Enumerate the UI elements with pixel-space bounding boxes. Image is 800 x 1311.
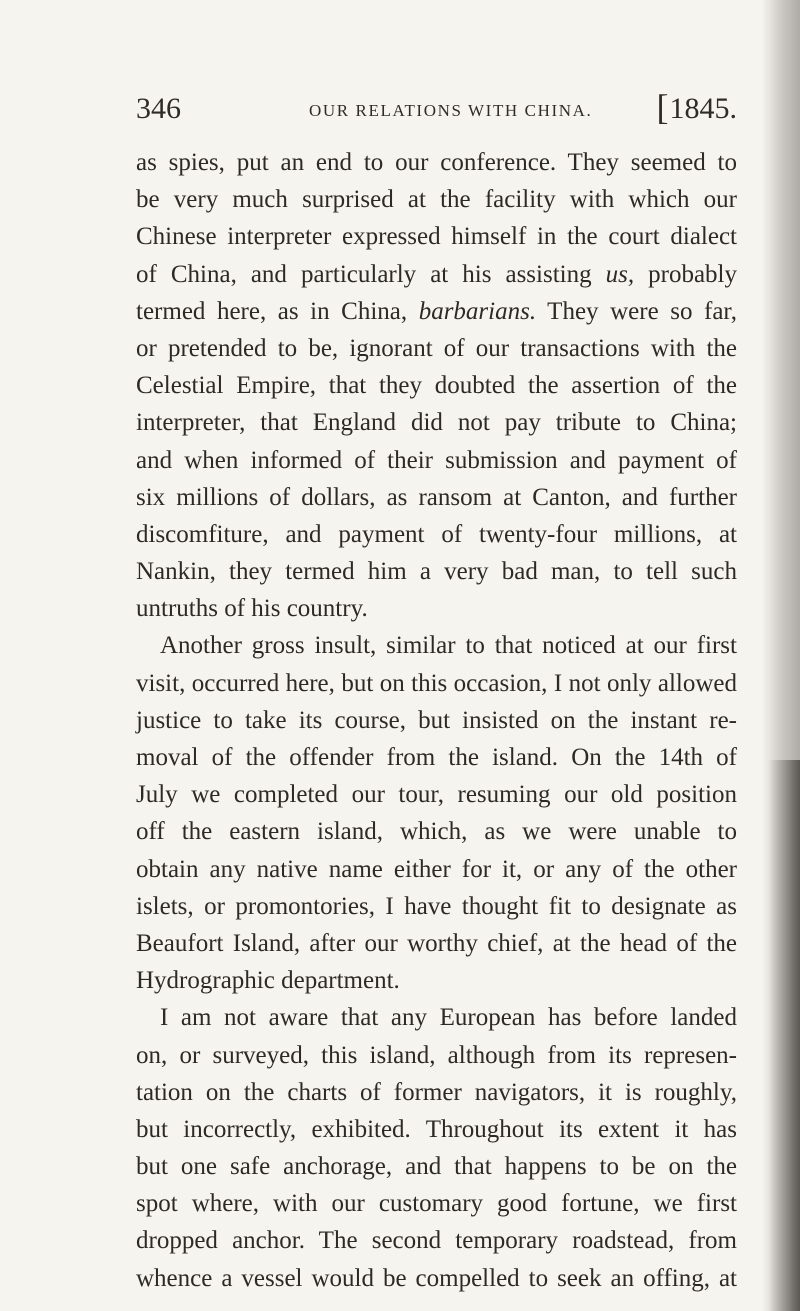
text-line: obtain any native name either for it, or any of the other: [136, 855, 737, 883]
text-line: visit, occurred here, but on this occasion, I not only allowed: [136, 669, 737, 697]
text-line: and when informed of their submission and payment of: [136, 446, 737, 474]
text-line: off the eastern island, which, as we were unable to: [136, 818, 737, 846]
text-line: Nankin, they termed him a very bad man, to tell such: [136, 558, 737, 586]
text-segment: They were so far,: [536, 297, 737, 325]
text-line: be very much surprised at the facility with which our: [136, 186, 737, 214]
text-line: tation on the charts of former navigators, it is roughly,: [136, 1078, 737, 1106]
text-line: dropped anchor. The second temporary roadstead, from: [136, 1227, 737, 1255]
text-line: Another gross insult, similar to that noticed at our first: [160, 632, 737, 660]
text-line: Chinese interpreter expressed himself in the court dialect: [136, 223, 737, 251]
running-head: OUR RELATIONS WITH CHINA.: [309, 101, 593, 120]
text-line: moval of the offender from the island. On the 14th of: [136, 744, 737, 771]
text-line: but one safe anchorage, and that happens to be on the: [136, 1153, 737, 1181]
text-line: justice to take its course, but insisted on the instant re-: [136, 706, 737, 734]
text-line: interpreter, that England did not pay tribute to China;: [136, 409, 737, 437]
text-line: whence a vessel would be compelled to seek an offing, at: [136, 1264, 737, 1292]
text-line: as spies, put an end to our conference. They seemed to: [136, 149, 737, 176]
text-line: untruths of his country.: [136, 595, 368, 623]
text-line: islets, or promontories, I have thought fit to designate as: [136, 892, 737, 920]
italic-word-us: us,: [605, 260, 635, 288]
page-header: [136, 87, 737, 127]
text-line: six millions of dollars, as ransom at Canton, and further: [136, 483, 737, 511]
text-segment: of China, and particularly at his assisting: [136, 260, 606, 288]
text-line: on, or surveyed, this island, although from its represen-: [136, 1041, 737, 1069]
year-text: 1845.: [669, 92, 737, 125]
italic-word-barbarians: barbarians.: [418, 297, 537, 325]
text-line: but incorrectly, exhibited. Throughout its extent it has: [136, 1115, 737, 1143]
text-line: I am not aware that any European has before landed: [160, 1004, 737, 1032]
text-line: Hydrographic department.: [136, 967, 400, 995]
body-text: [136, 144, 737, 1297]
text-line: discomfiture, and payment of twenty-four millions, at: [136, 520, 737, 548]
text-line: Celestial Empire, that they doubted the assertion of the: [136, 372, 737, 400]
text-segment: termed here, as in China,: [136, 297, 419, 325]
text-line: [136, 293, 737, 330]
text-line: July we completed our tour, resuming our old position: [136, 781, 737, 809]
text-line: spot where, with our customary good fortune, we first: [136, 1190, 737, 1218]
year-bracket: [: [656, 87, 669, 127]
page-number: 346: [136, 92, 181, 125]
text-line: Beaufort Island, after our worthy chief, at the head of the: [136, 929, 737, 957]
header-year: [656, 87, 738, 127]
text-line: or pretended to be, ignorant of our transactions with the: [136, 334, 737, 362]
binding-shadow: [768, 760, 800, 1311]
text-segment: probably: [634, 260, 737, 288]
text-line: [136, 256, 737, 293]
